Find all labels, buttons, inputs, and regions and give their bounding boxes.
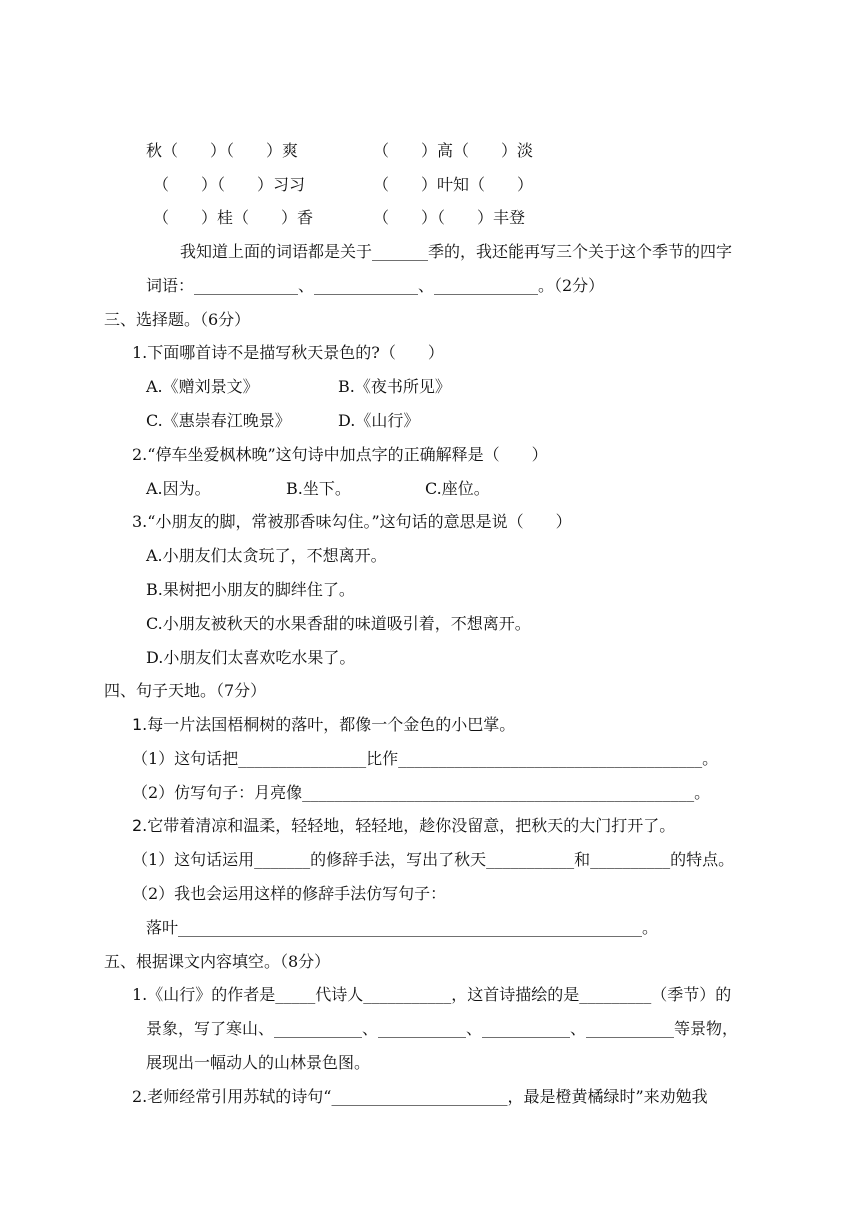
section3-q3-option-c: C.小朋友被秋天的水果香甜的味道吸引着，不想离开。 <box>146 614 531 633</box>
section3-q1-option-a: A.《赠刘景文》 <box>146 377 259 396</box>
section3-q1: 1.下面哪首诗不是描写秋天景色的?（ ） <box>132 343 444 362</box>
section3-q2: 2.“停车坐爱枫林晚”这句诗中加点字的正确解释是（ ） <box>132 445 548 464</box>
section3-q3-option-d: D.小朋友们太喜欢吃水果了。 <box>146 648 356 667</box>
idiom-row2-right: （ ）叶知（ ） <box>373 175 534 194</box>
section3-q3: 3.“小朋友的脚，常被那香味勾住。”这句话的意思是说（ ） <box>132 512 572 531</box>
section5-q1-line3: 展现出一幅动人的山林景色图。 <box>146 1053 371 1072</box>
section5-heading: 五、根据课文内容填空。（8分） <box>104 952 331 971</box>
section3-heading: 三、选择题。（6分） <box>104 310 251 329</box>
section3-q1-option-c: C.《惠崇春江晚景》 <box>146 411 291 430</box>
section5-q2-line1: 2.老师经常引用苏轼的诗句“______________________，最是橙黄橘绿时”来劝勉我 <box>132 1087 708 1106</box>
section5-q1-line1: 1.《山行》的作者是_____代诗人___________，这首诗描绘的是_________（季节）的 <box>132 985 732 1004</box>
section4-sentence1-q1: （1）这句话把________________比作______________________________________。 <box>132 749 719 768</box>
idiom-note-line1: 我知道上面的词语都是关于_______季的，我还能再写三个关于这个季节的四字 <box>180 242 733 261</box>
section3-q1-option-d: D.《山行》 <box>338 411 420 430</box>
section4-sentence1-q2: （2）仿写句子：月亮像_________________________________________________。 <box>132 783 711 802</box>
idiom-row3-right: （ ）（ ）丰登 <box>373 208 526 227</box>
idiom-row1-left: 秋（ ）（ ）爽 <box>146 141 299 160</box>
section5-q1-line2: 景象，写了寒山、___________、___________、___________、___________等景物， <box>146 1019 739 1038</box>
section3-q3-option-a: A.小朋友们太贪玩了，不想离开。 <box>146 546 387 565</box>
idiom-row1-right: （ ）高（ ）淡 <box>373 141 534 160</box>
idiom-row3-left: （ ）桂（ ）香 <box>153 208 314 227</box>
section3-q2-option-c: C.座位。 <box>425 479 490 498</box>
idiom-row2-left: （ ）（ ）习习 <box>153 175 306 194</box>
section4-heading: 四、句子天地。（7分） <box>104 681 267 700</box>
idiom-note-line2: 词语：_____________、_____________、_____________。（2分） <box>146 276 605 295</box>
section3-q2-option-a: A.因为。 <box>146 479 211 498</box>
section4-sentence2-q2: （2）我也会运用这样的修辞手法仿写句子： <box>132 884 447 903</box>
section4-sentence2: 2.它带着清凉和温柔，轻轻地，轻轻地，趁你没留意，把秋天的大门打开了。 <box>132 816 676 835</box>
section4-sentence2-q1: （1）这句话运用_______的修辞手法，写出了秋天___________和__________的特点。 <box>132 850 735 869</box>
section4-sentence1: 1.每一片法国梧桐树的落叶，都像一个金色的小巴掌。 <box>132 715 516 734</box>
section3-q3-option-b: B.果树把小朋友的脚绊住了。 <box>146 580 355 599</box>
section3-q1-option-b: B.《夜书所见》 <box>338 377 451 396</box>
section4-sentence2-answer-line: 落叶__________________________________________________________。 <box>146 918 659 937</box>
section3-q2-option-b: B.坐下。 <box>286 479 351 498</box>
